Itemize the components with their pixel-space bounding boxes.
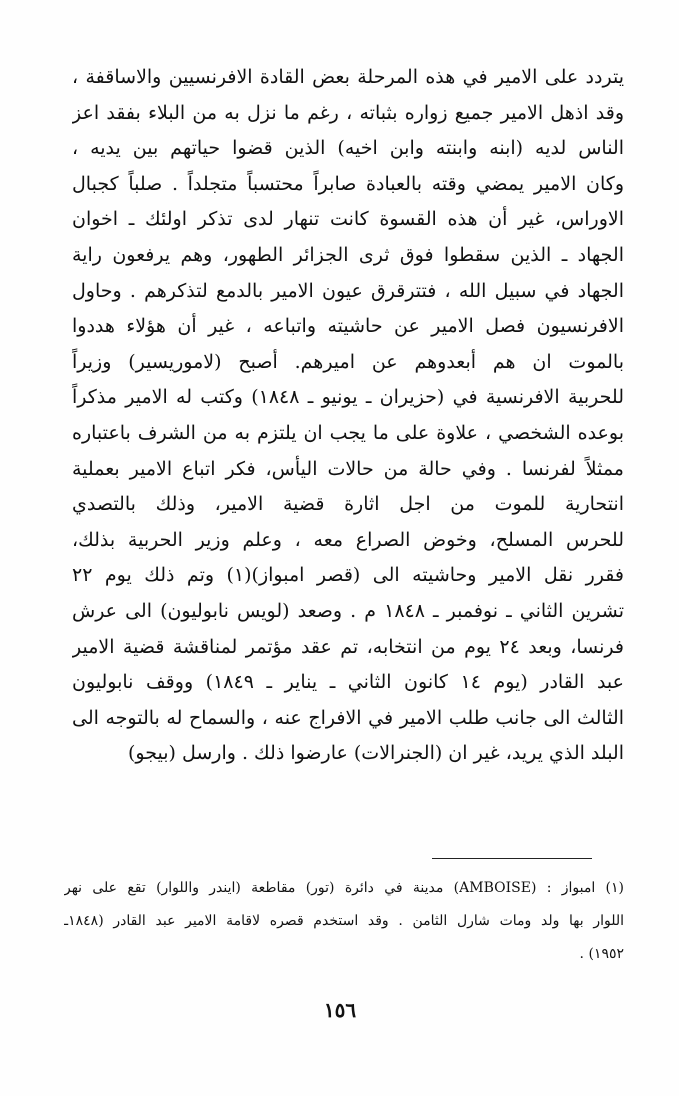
text-line: الناس لديه (ابنه وابنته وابن اخيه) الذين قضوا حياتهم بين يديه ، [72, 137, 624, 160]
text-line: الافرنسيون فصل الامير عن حاشيته واتباعه ، غير أن هؤلاء هددوا [72, 315, 624, 338]
text-line: وقد اذهل الامير جميع زواره بثباته ، رغم ما نزل به من البلاء بفقد اعز [72, 101, 624, 124]
text-line: تشرين الثاني ـ نوفمبر ـ ١٨٤٨ م . وصعد (لويس نابوليون) الى عرش [72, 599, 624, 622]
text-line: للحربية الافرنسية في (حزيران ـ يونيو ـ ١٨٤٨) وكتب له الامير مذكراً [72, 386, 624, 409]
text-line: انتحارية للموت من اجل اثارة قضية الامير، وذلك بالتصدي [72, 493, 624, 516]
text-line: الجهاد في سبيل الله ، فتترقرق عيون الامير بالدمع لتذكرهم . وحاول [72, 279, 624, 302]
text-line: الجهاد ـ الذين سقطوا فوق ثرى الجزائر الطهور، وهم يرفعون راية [72, 243, 624, 266]
text-line: عبد القادر (يوم ١٤ كانون الثاني ـ يناير ـ ١٨٤٩) ووقف نابوليون [72, 671, 624, 694]
text-line: وكان الامير يمضي وقته بالعبادة صابراً محتسباً متجلداً . صلباً كجبال [72, 172, 624, 195]
footnote-line: ١٩٥٢) . [579, 946, 624, 962]
text-line: الاوراس، غير أن هذه القسوة كانت تنهار لدى تذكر اولئك ـ اخوان [72, 208, 624, 231]
footnote-line: اللوار بها ولد ومات شارل الثامن . وقد استخدم قصره لاقامة الامير عبد القادر (١٨٤٨ـ [64, 913, 624, 929]
text-line: يتردد على الامير في هذه المرحلة بعض القادة الافرنسيين والاساقفة ، [72, 66, 624, 88]
text-line: فرنسا، وبعد ٢٤ يوم من انتخابه، تم عقد مؤتمر لمناقشة قضية الامير [72, 635, 624, 658]
footnote-line: (١) امبواز : (AMBOISE) مدينة في دائرة (تور) مقاطعة (ايندر واللوار) تقع على نهر [64, 880, 624, 896]
main-text [72, 60, 624, 772]
text-line: ممثلاً لفرنسا . وفي حالة من حالات اليأس، فكر اتباع الامير بعملية [72, 457, 624, 480]
footnote-separator [432, 858, 592, 859]
text-line: للحرس المسلح، وخوض الصراع معه ، وعلم وزير الحربية بذلك، [72, 528, 624, 551]
text-line: البلد الذي يريد، غير ان (الجنرالات) عارضوا ذلك . وارسل (بيجو) [128, 742, 624, 765]
page-number: ١٥٦ [323, 998, 357, 1022]
text-line: الثالث الى جانب طلب الامير في الافراج عنه ، والسماح له بالتوجه الى [72, 706, 624, 729]
text-line: بوعده الشخصي ، علاوة على ما يجب ان يلتزم به من الشرف باعتباره [72, 421, 624, 444]
footnote [64, 872, 624, 971]
text-line: فقرر نقل الامير وحاشيته الى (قصر امبواز)(١) وتم ذلك يوم ٢٢ [72, 564, 624, 587]
text-line: بالموت ان هم أبعدوهم عن اميرهم. أصبح (لاموريسير) وزيراً [72, 350, 624, 373]
